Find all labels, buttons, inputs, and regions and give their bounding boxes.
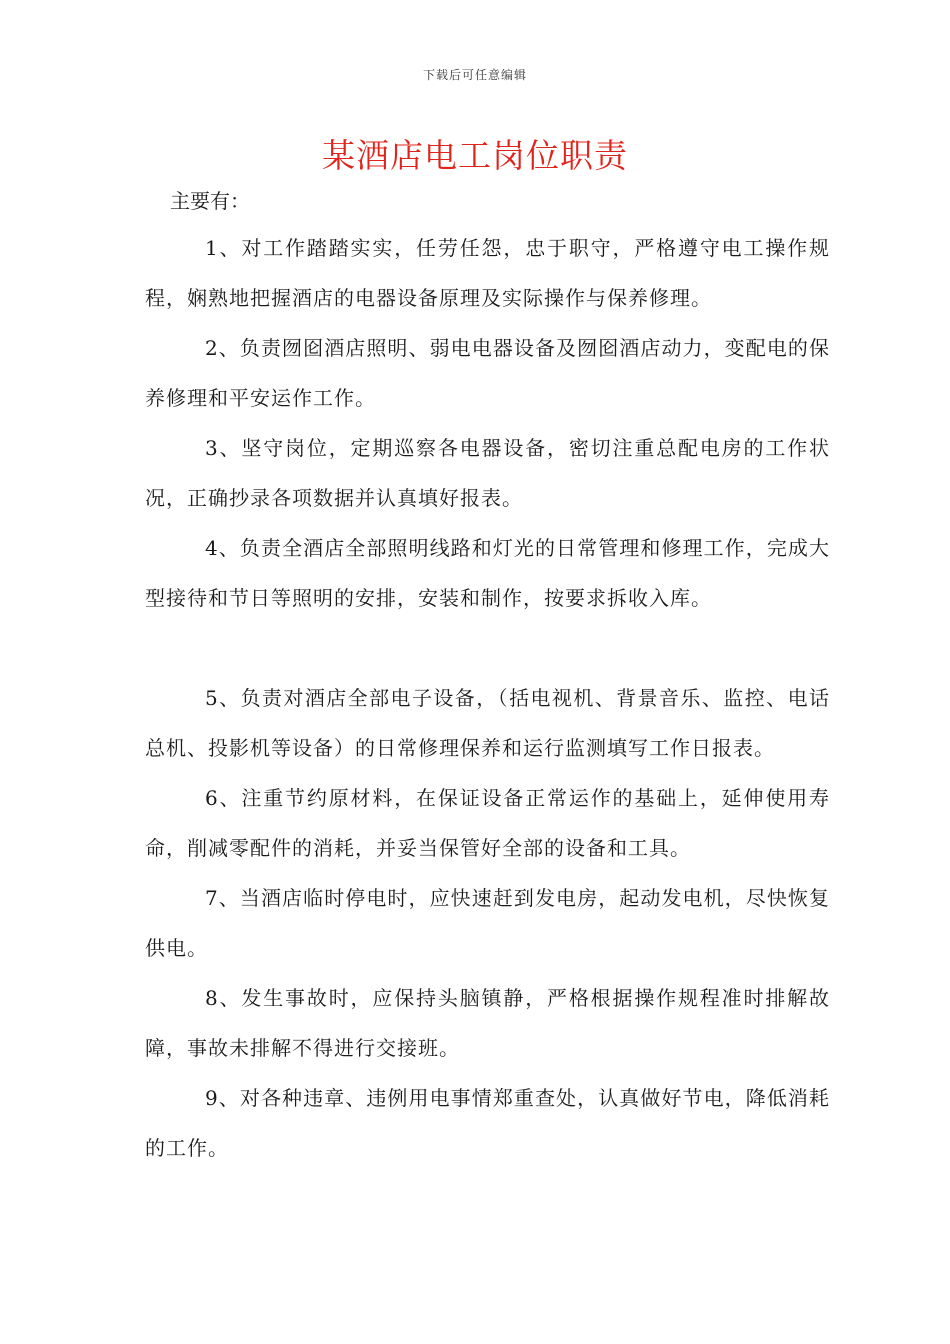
duty-item-9: 9、对各种违章、违例用电事情郑重查处，认真做好节电，降低消耗的工作。: [145, 1086, 830, 1160]
duty-item-1: 1、对工作踏踏实实，任劳任怨，忠于职守，严格遵守电工操作规程，娴熟地把握酒店的电器设备原理及实际操作与保养修理。: [145, 236, 830, 310]
duty-item-6: 6、注重节约原材料，在保证设备正常运作的基础上，延伸使用寿命，削减零配件的消耗，并妥当保管好全部的设备和工具。: [145, 786, 830, 860]
duty-item-5: 5、负责对酒店全部电子设备，（括电视机、背景音乐、监控、电话总机、投影机等设备）的日常修理保养和运行监测填写工作日报表。: [145, 686, 830, 760]
duty-item-3: 3、坚守岗位，定期巡察各电器设备，密切注重总配电房的工作状况，正确抄录各项数据并认真填好报表。: [145, 436, 830, 510]
duties-list-part-1: [145, 223, 830, 623]
duty-item-4: 4、负责全酒店全部照明线路和灯光的日常管理和修理工作，完成大型接待和节日等照明的安排，安装和制作，按要求拆收入库。: [145, 536, 830, 610]
duties-list-part-2: [145, 673, 830, 1173]
document-title: 某酒店电工岗位职责: [322, 136, 628, 175]
header-note: 下载后可任意编辑: [422, 68, 527, 82]
duty-item-2: 2、负责囫囵酒店照明、弱电电器设备及囫囵酒店动力，变配电的保养修理和平安运作工作。: [145, 336, 830, 410]
duty-item-7: 7、当酒店临时停电时，应快速赶到发电房，起动发电机，尽快恢复供电。: [145, 886, 830, 960]
intro-text: 主要有：: [170, 189, 250, 213]
duty-item-8: 8、发生事故时，应保持头脑镇静，严格根据操作规程准时排解故障，事故未排解不得进行交接班。: [145, 986, 830, 1060]
